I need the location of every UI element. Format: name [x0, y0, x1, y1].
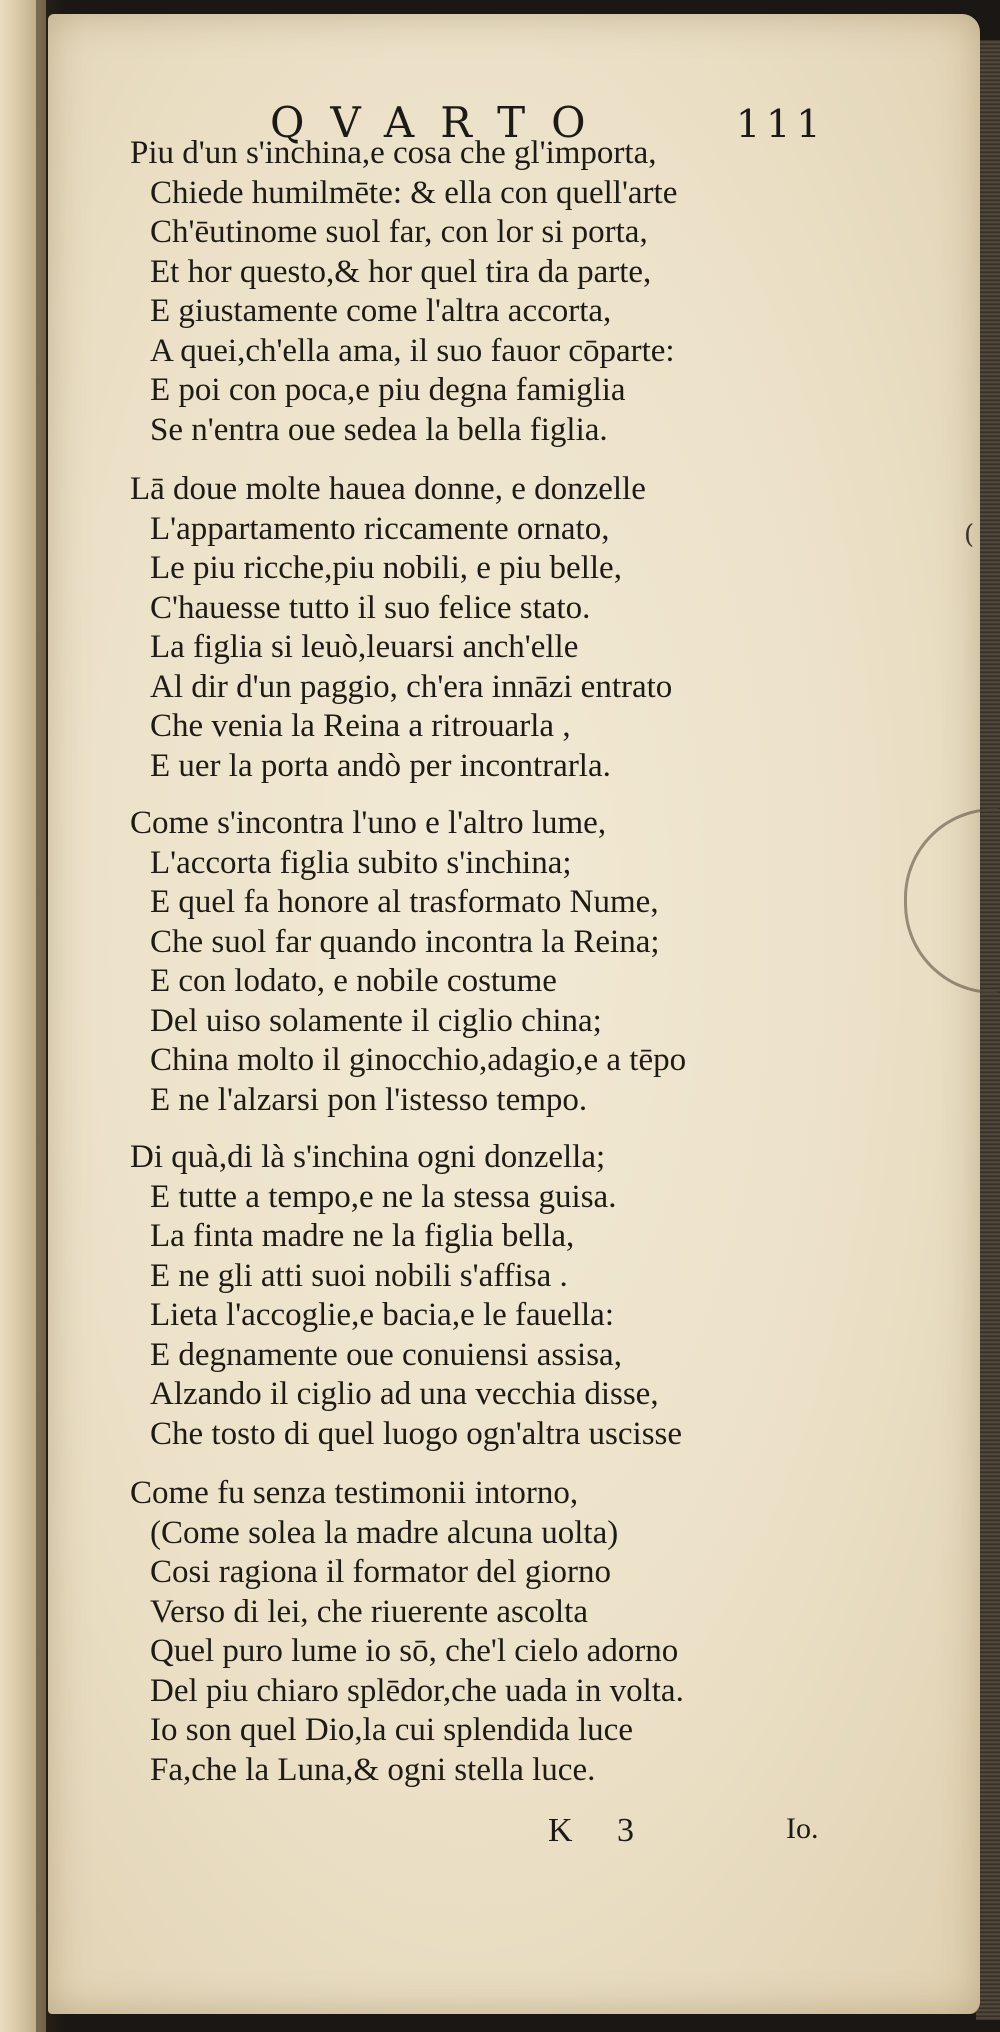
verse-line: Al dir d'un paggio, ch'era innāzi entrato	[150, 668, 673, 705]
verse-line: Chiede humilmēte: & ella con quell'arte	[150, 174, 678, 211]
verse-line: Di quà,di là s'inchina ogni donzella;	[130, 1139, 606, 1175]
verse-line: E giustamente come l'altra accorta,	[150, 293, 612, 329]
stanza-1	[130, 134, 890, 450]
verse-line: La figlia si leuò,leuarsi anch'elle	[150, 629, 579, 665]
verse-line: E tutte a tempo,e ne la stessa guisa.	[150, 1178, 617, 1215]
verse-line: Alzando il ciglio ad una vecchia disse,	[150, 1376, 659, 1412]
verse-line: Quel puro lume io sō, che'l cielo adorno	[150, 1633, 679, 1669]
verse-line: Se n'entra oue sedea la bella figlia.	[150, 411, 608, 448]
verse-line: Che suol far quando incontra la Reina;	[150, 923, 660, 960]
verse-line: E con lodato, e nobile costume	[150, 963, 557, 999]
verse-line: Et hor questo,& hor quel tira da parte,	[150, 253, 652, 290]
verse-line: E uer la porta andò per incontrarla.	[150, 747, 611, 784]
page-number: 111	[736, 102, 827, 146]
verse-line: Piu d'un s'inchina,e cosa che gl'importa,	[130, 135, 657, 171]
verse-line: Fa,che la Luna,& ogni stella luce.	[150, 1751, 596, 1788]
verse-line: Io son quel Dio,la cui splendida luce	[150, 1712, 633, 1748]
margin-mark: (	[964, 520, 975, 550]
verse-line: La finta madre ne la figlia bella,	[150, 1218, 575, 1254]
verse-line: Del uiso solamente il ciglio china;	[150, 1002, 602, 1039]
verse-line: Che tosto di quel luogo ogn'altra uscisse	[150, 1415, 683, 1452]
verse-line: Le piu ricche,piu nobili, e piu belle,	[150, 550, 622, 586]
verse-line: E quel fa honore al trasformato Nume,	[150, 884, 659, 920]
verse-line: China molto il ginocchio,adagio,e a tēpo	[150, 1042, 687, 1078]
verse-line: E ne gli atti suoi nobili s'affisa .	[150, 1257, 568, 1294]
verse-line: L'appartamento riccamente ornato,	[150, 510, 610, 547]
verse-line: Che venia la Reina a ritrouarla ,	[150, 708, 571, 744]
catchword: Io.	[786, 1812, 819, 1845]
verse-line: E poi con poca,e piu degna famiglia	[150, 372, 626, 408]
verse-line: Come fu senza testimonii intorno,	[130, 1475, 579, 1511]
stanza-3	[130, 804, 890, 1120]
verse-line: (Come solea la madre alcuna uolta)	[150, 1514, 619, 1551]
verse-line: L'accorta figlia subito s'inchina;	[150, 844, 572, 881]
stanza-4	[130, 1138, 890, 1454]
verse-line: Del piu chiaro splēdor,che uada in volta.	[150, 1672, 684, 1709]
verse-line: Lieta l'accoglie,e bacia,e le fauella:	[150, 1297, 614, 1333]
signature-mark: K 3	[548, 1812, 653, 1849]
verse-line: E ne l'alzarsi pon l'istesso tempo.	[150, 1081, 588, 1118]
verse-line: Come s'incontra l'uno e l'altro lume,	[130, 805, 607, 841]
verse-line: Ch'ēutinome suol far, con lor si porta,	[150, 214, 648, 250]
stanza-2	[130, 470, 890, 786]
verse-line: Cosi ragiona il formator del giorno	[150, 1554, 611, 1590]
verse-line: Verso di lei, che riuerente ascolta	[150, 1593, 588, 1630]
verse-line: C'hauesse tutto il suo felice stato.	[150, 589, 591, 626]
stanza-5	[130, 1474, 890, 1790]
verse-line: A quei,ch'ella ama, il suo fauor cōparte:	[150, 332, 675, 369]
verse-line: E degnamente oue conuiensi assisa,	[150, 1336, 622, 1373]
verse-line: Lā doue molte hauea donne, e donzelle	[130, 471, 646, 507]
running-head: QVARTO	[270, 98, 612, 147]
